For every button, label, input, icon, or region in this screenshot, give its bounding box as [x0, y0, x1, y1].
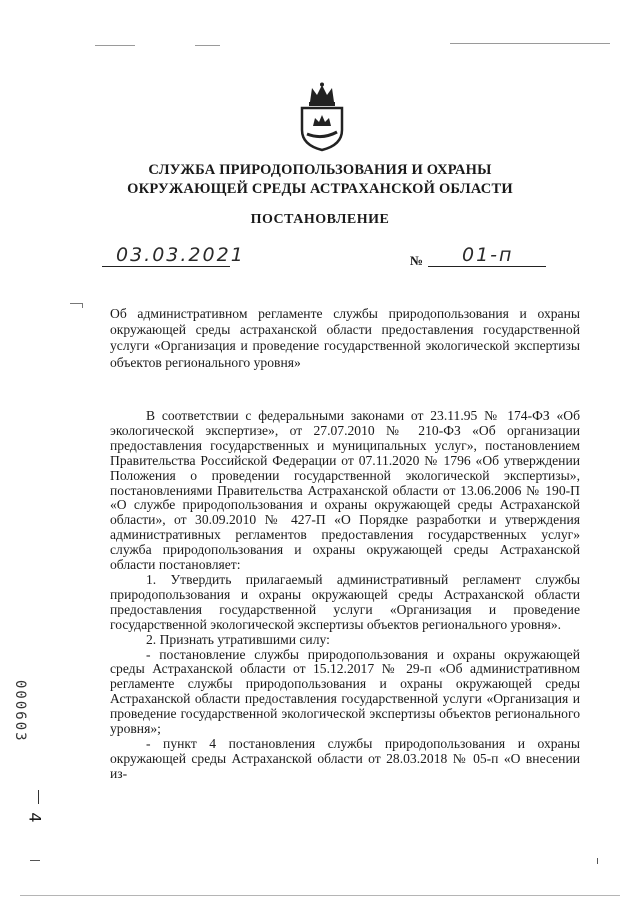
date-underline	[102, 266, 230, 267]
document-subject: Об административном регламенте службы природопользования и охраны окружающей среды астраханской области предоставления государственной услуги «Организация и проведение государственной экологической экспертизы объектов регионального уровня»	[110, 306, 580, 370]
document-number: 01-п	[462, 244, 514, 266]
margin-registration-number: 000603	[12, 680, 28, 743]
scan-artifact	[20, 895, 620, 896]
scan-mark	[597, 858, 598, 864]
scan-mark	[82, 303, 83, 308]
org-title-line1: СЛУЖБА ПРИРОДОПОЛЬЗОВАНИЯ И ОХРАНЫ	[148, 162, 492, 178]
item-2b-paragraph: - пункт 4 постановления службы природопользования и охраны окружающей среды Астраханской области от 28.03.2018 № 05-п «О внесении из-	[110, 735, 580, 781]
number-underline	[428, 266, 546, 267]
org-title-line2: ОКРУЖАЮЩЕЙ СРЕДЫ АСТРАХАНСКОЙ ОБЛАСТИ	[127, 181, 513, 197]
document-date: 03.03.2021	[116, 244, 245, 266]
number-label: №	[410, 253, 424, 268]
margin-tick	[30, 860, 40, 861]
scan-mark	[70, 303, 82, 304]
margin-mark: 4	[25, 812, 45, 823]
preamble-paragraph: В соответствии с федеральными законами от 23.11.95 № 174-ФЗ «Об экологической экспертизе», от 27.07.2010 № 210-ФЗ «Об организации предоставления государственных и муниципальных услуг», постановлением Правительства Российской Федерации от 07.11.2020 № 1796 «Об утверждении Положения о проведении государственной экологической экспертизы», постановлениями Правительства Астраханской области от 13.06.2006 № 190-П «О службе природопользования и охраны окружающей среды Астраханской области», от 30.09.2010 № 427-П «О Порядке разработки и утверждения административных регламентов предоставления государственных услуг» служба природопользования и охраны окружающей среды Астраханской области постановляет:	[110, 408, 580, 573]
item-2a-paragraph: - постановление службы природопользования и охраны окружающей среды Астраханской области от 15.12.2017 № 29-п «Об административном регламенте службы природопользования и охраны окружающей среды Астраханской области предоставления государственной услуги «Организация и проведение государственной экологической экспертизы объектов регионального уровня»;	[110, 646, 580, 737]
coat-of-arms-icon	[296, 82, 348, 152]
item-1-paragraph: 1. Утвердить прилагаемый административный регламент службы природопользования и охраны окружающей среды Астраханской области предоставления государственной услуги «Организация и проведение государственной экологической экспертизы объектов регионального уровня».	[110, 571, 580, 632]
scan-artifact	[450, 43, 610, 44]
document-type: ПОСТАНОВЛЕНИЕ	[250, 212, 390, 227]
margin-tick	[38, 790, 39, 804]
document-body	[110, 409, 580, 782]
item-2-paragraph: 2. Признать утратившими силу:	[146, 631, 330, 647]
scan-artifact	[95, 45, 135, 46]
scan-artifact	[195, 45, 220, 46]
